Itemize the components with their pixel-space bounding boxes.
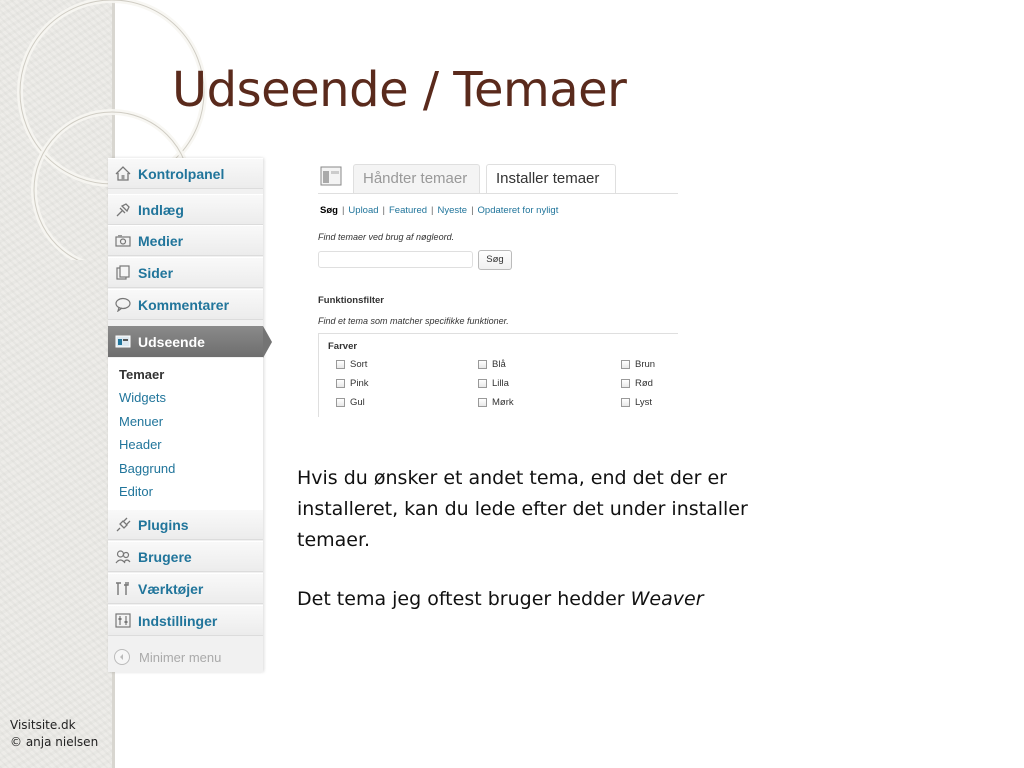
theme-name-weaver: Weaver [630, 588, 704, 610]
checkbox-sort[interactable]: Sort [336, 359, 367, 370]
checkbox-lilla[interactable]: Lilla [478, 378, 509, 389]
feature-filter-description: Find et tema som matcher specifikke funktioner. [318, 316, 509, 326]
body-paragraph-1: Hvis du ønsker et andet tema, end det der er installeret, kan du lede efter det under installer temaer. [297, 467, 748, 551]
menu-item-medier[interactable] [108, 225, 263, 256]
menu-label: Sider [138, 264, 174, 281]
menu-item-brugere[interactable] [108, 541, 263, 572]
menu-label: Indlæg [138, 201, 184, 218]
menu-label: Indstillinger [138, 612, 218, 629]
settings-icon [114, 613, 132, 629]
tab-install-themes[interactable]: Installer temaer [486, 164, 616, 194]
menu-item-kontrolpanel[interactable] [108, 158, 263, 189]
menu-item-sider[interactable] [108, 257, 263, 288]
menu-item-vaerktoejer[interactable] [108, 573, 263, 604]
subnav-search[interactable]: Søg [320, 205, 338, 216]
menu-label: Medier [138, 232, 184, 249]
admin-menu [108, 158, 263, 672]
appearance-submenu [108, 358, 263, 509]
submenu-menuer[interactable]: Menuer [119, 414, 164, 429]
theme-search-input[interactable] [318, 251, 473, 268]
menu-label: Kontrolpanel [138, 165, 225, 182]
menu-item-plugins[interactable] [108, 509, 263, 540]
submenu-header[interactable]: Header [119, 437, 162, 452]
menu-item-indstillinger[interactable] [108, 605, 263, 636]
menu-item-udseende[interactable] [108, 326, 263, 357]
current-arrow [263, 326, 272, 358]
subnav-newest[interactable]: Nyeste [437, 205, 468, 216]
menu-item-kommentarer[interactable] [108, 289, 263, 320]
tab-manage-themes[interactable]: Håndter temaer [353, 164, 480, 193]
collapse-menu-button[interactable] [108, 642, 263, 672]
slide-title: Udseende / Temaer [172, 62, 627, 118]
themes-panel [318, 160, 678, 416]
checkbox-pink[interactable]: Pink [336, 378, 368, 389]
submenu-baggrund[interactable]: Baggrund [119, 461, 176, 476]
checkbox-roed[interactable]: Rød [621, 378, 653, 389]
checkbox-moerk[interactable]: Mørk [478, 397, 514, 408]
submenu-widgets[interactable]: Widgets [119, 390, 166, 405]
users-icon [114, 549, 132, 565]
menu-label: Værktøjer [138, 580, 204, 597]
paragraph-2-text: Det tema jeg oftest bruger hedder [297, 588, 625, 610]
colors-heading: Farver [328, 341, 358, 352]
feature-filter-heading: Funktionsfilter [318, 295, 384, 306]
checkbox-blaa[interactable]: Blå [478, 359, 506, 370]
house-icon [114, 166, 132, 182]
menu-item-indlaeg[interactable] [108, 194, 263, 225]
install-subnav: Søg | Upload | Featured | Nyeste | Opdateret for nyligt [320, 205, 559, 216]
menu-label: Plugins [138, 516, 189, 533]
menu-label: Kommentarer [138, 296, 230, 313]
search-button[interactable]: Søg [478, 250, 512, 270]
menu-label: Udseende [138, 333, 205, 350]
camera-icon [114, 233, 132, 249]
search-description: Find temaer ved brug af nøgleord. [318, 232, 455, 242]
submenu-editor[interactable]: Editor [119, 484, 153, 499]
plug-icon [114, 517, 132, 533]
checkbox-lyst[interactable]: Lyst [621, 397, 652, 408]
subnav-upload[interactable]: Upload [348, 205, 379, 216]
footer-author: © anja nielsen [10, 735, 99, 749]
speech-bubble-icon [114, 297, 132, 313]
collapse-label: Minimer menu [139, 649, 222, 665]
tabs-underline [318, 193, 678, 194]
footer-site: Visitsite.dk [10, 718, 76, 732]
body-paragraph-2 [297, 584, 797, 615]
tools-icon [114, 581, 132, 597]
pushpin-icon [114, 202, 132, 218]
menu-label: Brugere [138, 548, 192, 565]
appearance-icon [114, 334, 132, 350]
pages-icon [114, 265, 132, 281]
themes-screen-icon [320, 166, 342, 186]
subnav-featured[interactable]: Featured [389, 205, 428, 216]
footer-credit [10, 717, 98, 751]
submenu-temaer[interactable]: Temaer [119, 367, 165, 382]
checkbox-brun[interactable]: Brun [621, 359, 655, 370]
checkbox-gul[interactable]: Gul [336, 397, 365, 408]
subnav-recently-updated[interactable]: Opdateret for nyligt [477, 205, 559, 216]
collapse-arrow-icon [114, 649, 130, 665]
